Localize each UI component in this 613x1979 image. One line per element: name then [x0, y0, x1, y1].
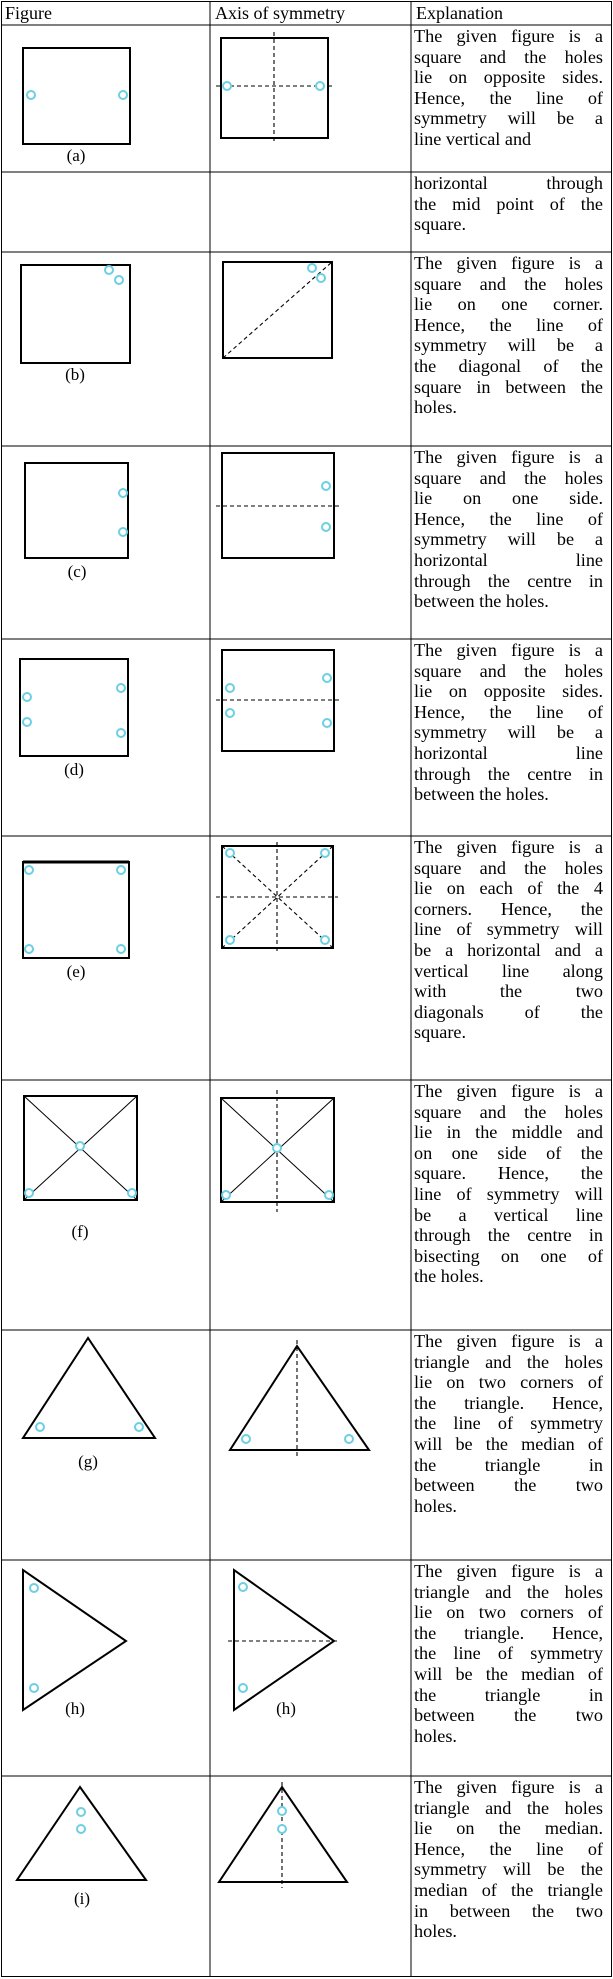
explanation-line: will be the median of: [414, 1663, 603, 1684]
explanation-line: square and the holes: [414, 857, 603, 878]
explanation-line: The given figure is a: [414, 1331, 603, 1351]
hole: [115, 276, 123, 284]
axis-h-triangle: [228, 1570, 340, 1710]
axis-label: (h): [276, 1699, 296, 1718]
figure-label: (f): [71, 1222, 89, 1241]
explanation-cell-c: [414, 447, 603, 638]
axis-a-square: [216, 32, 335, 144]
explanation-line: with the two: [414, 981, 603, 1002]
figure-g-triangle: [23, 1338, 155, 1438]
explanation-line: triangle and the holes: [414, 1581, 603, 1602]
hole: [77, 1825, 85, 1833]
explanation-line: lie on the median.: [414, 1818, 603, 1839]
explanation-line: Hence, the line of: [414, 701, 603, 722]
explanation-line: square in between the: [414, 376, 603, 397]
explanation-line: diagonals of the: [414, 1001, 603, 1022]
hole: [278, 1825, 286, 1833]
explanation-line: The given figure is a: [414, 1777, 603, 1797]
figure-a-square: [23, 48, 130, 144]
explanation-line: square and the holes: [414, 660, 603, 681]
hole: [239, 1583, 247, 1591]
hole: [226, 936, 234, 944]
hole: [23, 718, 31, 726]
explanation-line: The given figure is a: [414, 837, 603, 857]
explanation-line: lie on one side.: [414, 488, 603, 509]
explanation-line: through the centre in: [414, 1225, 603, 1246]
explanation-line: square.: [414, 1022, 467, 1043]
explanation-line: corners. Hence, the: [414, 898, 603, 919]
figure-c-square: [25, 463, 128, 558]
hole: [226, 709, 234, 717]
explanation-line: holes.: [414, 1725, 457, 1746]
hole: [321, 849, 329, 857]
explanation-line: line of symmetry will: [414, 1183, 603, 1204]
explanation-line: horizontal line: [414, 742, 603, 763]
axis-c-square: [216, 453, 340, 558]
hole: [242, 1435, 250, 1443]
explanation-line: symmetry will be the: [414, 1859, 603, 1880]
explanation-line: lie on two corners of: [414, 1372, 603, 1393]
explanation-cell-e: [414, 837, 603, 1079]
explanation-line: triangle and the holes: [414, 1351, 603, 1372]
explanation-line: bisecting on one of: [414, 1245, 603, 1266]
hole: [317, 274, 325, 282]
hole: [25, 1189, 33, 1197]
hole: [321, 936, 329, 944]
explanation-line: lie on two corners of: [414, 1602, 603, 1623]
explanation-line: in between the two: [414, 1900, 603, 1921]
explanation-line: the triangle. Hence,: [414, 1622, 603, 1643]
explanation-line: the line of symmetry: [414, 1413, 603, 1434]
hole: [322, 523, 330, 531]
explanation-line: be a vertical line: [414, 1204, 603, 1225]
explanation-line: horizontal line: [414, 549, 603, 570]
explanation-cell-f: [414, 1081, 603, 1287]
axis-g-triangle: [230, 1340, 369, 1456]
explanation-line: the triangle. Hence,: [414, 1392, 603, 1413]
explanation-line: lie on opposite sides.: [414, 681, 603, 702]
explanation-line: Hence, the line of: [414, 1838, 603, 1859]
explanation-line: through the centre in: [414, 570, 603, 591]
explanation-line: square and the holes: [414, 46, 603, 67]
figure-label: (i): [73, 1889, 91, 1908]
hole: [23, 693, 31, 701]
hole: [135, 1423, 143, 1431]
header-figure: Figure: [5, 3, 52, 23]
explanation-line: the diagonal of the: [414, 355, 603, 376]
figure-label: (b): [65, 365, 85, 384]
axis-b-square: [223, 262, 332, 358]
figure-d-square: [20, 659, 128, 756]
hole: [36, 1423, 44, 1431]
explanation-line: will be the median of: [414, 1433, 603, 1454]
hole: [117, 684, 125, 692]
hole: [30, 1684, 38, 1692]
explanation-cell-a: [414, 26, 603, 150]
figure-label: (e): [66, 962, 86, 981]
figure-label: (a): [66, 146, 86, 165]
explanation-line: between the holes.: [414, 784, 549, 805]
explanation-cell-a-cont: [414, 173, 603, 235]
hole: [273, 1144, 281, 1152]
hole: [77, 1808, 85, 1816]
explanation-line: the line of symmetry: [414, 1643, 603, 1664]
explanation-line: The given figure is a: [414, 1561, 603, 1581]
hole: [308, 264, 316, 272]
explanation-line: The given figure is a: [414, 1081, 603, 1101]
explanation-line: The given figure is a: [414, 447, 603, 467]
hole: [76, 1142, 84, 1150]
explanation-line: between the two: [414, 1705, 603, 1726]
hole: [25, 866, 33, 874]
explanation-line: the mid point of the: [414, 193, 603, 214]
explanation-cell-i: [414, 1777, 603, 1942]
explanation-cell-d: [414, 640, 603, 805]
header-axis: Axis of symmetry: [215, 3, 345, 23]
explanation-line: square and the holes: [414, 1101, 603, 1122]
hole: [27, 91, 35, 99]
explanation-line: The given figure is a: [414, 253, 603, 273]
hole: [278, 1807, 286, 1815]
hole: [105, 266, 113, 274]
hole: [239, 1684, 247, 1692]
explanation-cell-h: [414, 1561, 603, 1746]
figure-i-triangle: [17, 1787, 146, 1880]
hole: [119, 489, 127, 497]
explanation-line: lie on opposite sides.: [414, 67, 603, 88]
explanation-line: Hence, the line of: [414, 314, 603, 335]
explanation-line: symmetry will be a: [414, 335, 603, 356]
explanation-line: the triangle in: [414, 1454, 603, 1475]
hole: [325, 1191, 333, 1199]
explanation-line: median of the triangle: [414, 1879, 603, 1900]
hole: [128, 1189, 136, 1197]
diagonal-axis: [223, 262, 332, 358]
hole: [117, 866, 125, 874]
axis-d-square: [216, 650, 340, 751]
explanation-line: lie in the middle and: [414, 1122, 603, 1143]
hole: [316, 82, 324, 90]
explanation-line: square and the holes: [414, 467, 603, 488]
explanation-line: Hence, the line of: [414, 508, 603, 529]
hole: [322, 482, 330, 490]
hole: [25, 945, 33, 953]
axis-e-square: [216, 842, 338, 953]
hole: [226, 684, 234, 692]
explanation-line: vertical line along: [414, 960, 603, 981]
explanation-line: the holes.: [414, 1266, 484, 1287]
figure-label: (g): [78, 1452, 98, 1471]
explanation-line: symmetry will be a: [414, 722, 603, 743]
figure-label: (c): [67, 562, 87, 581]
figure-b-square: [21, 265, 130, 363]
figure-label: (h): [65, 1699, 85, 1718]
explanation-line: through the centre in: [414, 763, 603, 784]
explanation-line: between the holes.: [414, 591, 549, 612]
explanation-cell-b: [414, 253, 603, 418]
hole: [226, 849, 234, 857]
hole: [117, 945, 125, 953]
explanation-line: horizontal through: [414, 173, 603, 193]
explanation-line: between the two: [414, 1475, 603, 1496]
hole: [119, 528, 127, 536]
figure-label: (d): [64, 760, 84, 779]
explanation-line: Hence, the line of: [414, 87, 603, 108]
hole: [30, 1584, 38, 1592]
hole: [345, 1435, 353, 1443]
header-explanation: Explanation: [416, 3, 503, 23]
hole: [222, 1191, 230, 1199]
explanation-line: the triangle in: [414, 1684, 603, 1705]
explanation-line: The given figure is a: [414, 26, 603, 46]
hole: [223, 82, 231, 90]
explanation-line: square.: [414, 214, 467, 235]
explanation-line: symmetry will be a: [414, 529, 603, 550]
explanation-line: lie on one corner.: [414, 294, 603, 315]
explanation-line: holes.: [414, 1495, 457, 1516]
explanation-line: line of symmetry will: [414, 919, 603, 940]
explanation-line: lie on each of the 4: [414, 878, 603, 899]
axis-i-triangle: [219, 1782, 347, 1888]
explanation-line: The given figure is a: [414, 640, 603, 660]
explanation-line: line vertical and: [414, 128, 532, 149]
figure-e-square: [23, 862, 129, 958]
hole: [323, 674, 331, 682]
figure-h-triangle: [23, 1570, 126, 1710]
explanation-cell-g: [414, 1331, 603, 1516]
explanation-line: triangle and the holes: [414, 1797, 603, 1818]
explanation-line: on one side of the: [414, 1142, 603, 1163]
axis-f-square: [221, 1090, 334, 1212]
explanation-line: square and the holes: [414, 273, 603, 294]
explanation-line: square. Hence, the: [414, 1163, 603, 1184]
explanation-line: be a horizontal and a: [414, 939, 603, 960]
hole: [323, 719, 331, 727]
explanation-line: holes.: [414, 397, 457, 418]
explanation-line: holes.: [414, 1921, 457, 1942]
explanation-line: symmetry will be a: [414, 108, 603, 129]
hole: [119, 91, 127, 99]
figure-f-square: [24, 1096, 137, 1200]
hole: [117, 729, 125, 737]
